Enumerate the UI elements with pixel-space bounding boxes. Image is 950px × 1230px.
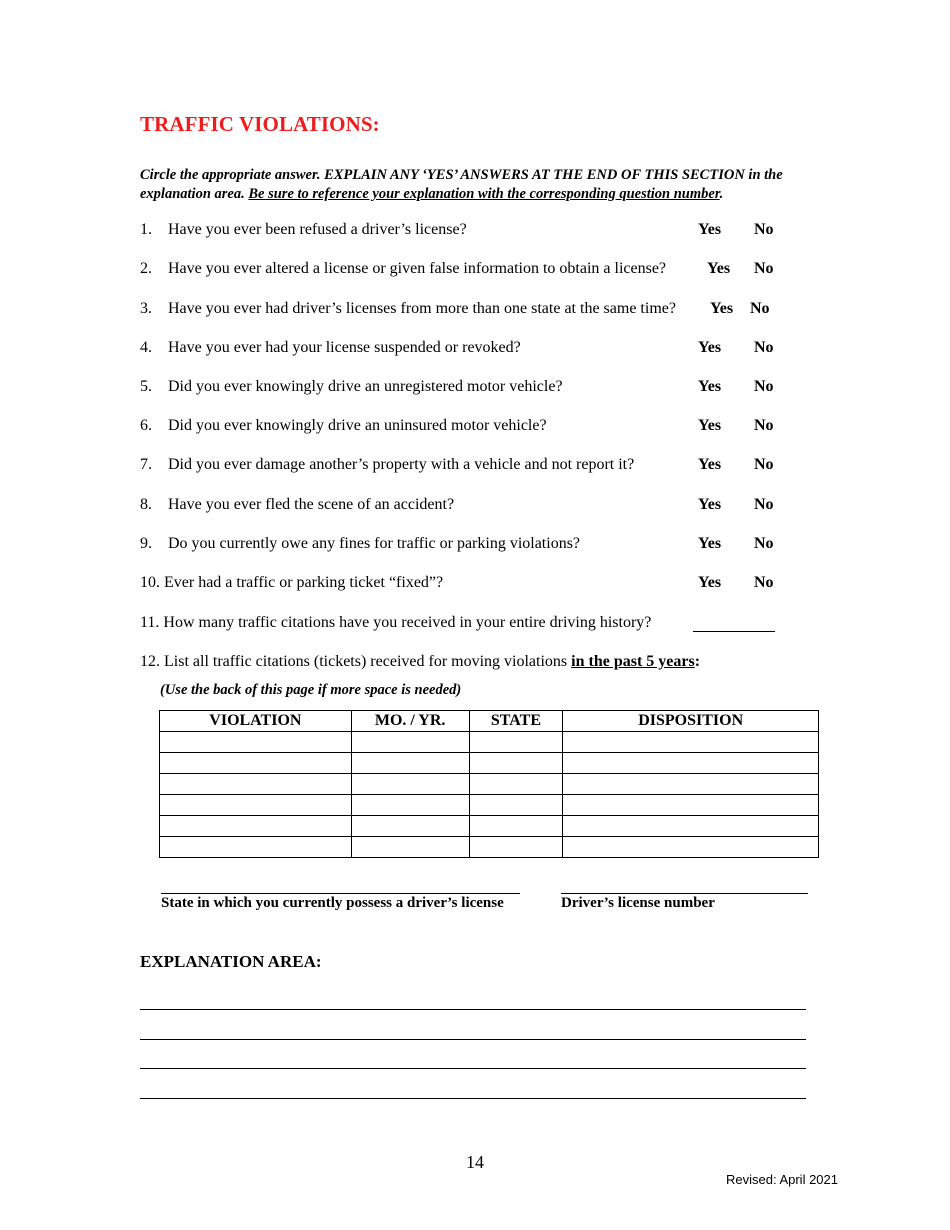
no-option[interactable]: No bbox=[754, 260, 774, 277]
disposition-cell[interactable] bbox=[563, 837, 819, 858]
disposition-cell[interactable] bbox=[563, 816, 819, 837]
instructions-text: Circle the appropriate answer. EXPLAIN ANY ‘YES’ ANSWERS AT THE END OF THIS SECTION in the explanation area. bbox=[140, 167, 783, 202]
table-row bbox=[160, 816, 819, 837]
question-text: Did you ever knowingly drive an uninsured motor vehicle? bbox=[168, 417, 547, 434]
instructions-end: . bbox=[719, 186, 724, 202]
explanation-line[interactable] bbox=[140, 1098, 806, 1099]
question-text: Did you ever damage another’s property with a vehicle and not report it? bbox=[168, 456, 635, 473]
question-4 bbox=[140, 337, 820, 359]
question-10 bbox=[140, 572, 820, 594]
no-option[interactable]: No bbox=[754, 417, 774, 434]
violation-cell[interactable] bbox=[160, 795, 352, 816]
yes-option[interactable]: Yes bbox=[698, 378, 722, 395]
disposition-header: DISPOSITION bbox=[563, 711, 819, 732]
section-title: TRAFFIC VIOLATIONS: bbox=[140, 112, 380, 136]
state-cell[interactable] bbox=[469, 816, 563, 837]
disposition-cell[interactable] bbox=[563, 753, 819, 774]
no-option[interactable]: No bbox=[754, 221, 774, 238]
question-number: 5. bbox=[140, 378, 152, 395]
question-5 bbox=[140, 376, 820, 398]
explanation-line[interactable] bbox=[140, 1039, 806, 1040]
violation-header: VIOLATION bbox=[160, 711, 352, 732]
question-text: Do you currently owe any fines for traffic or parking violations? bbox=[168, 535, 581, 552]
question-text: Have you ever fled the scene of an accident? bbox=[168, 496, 455, 513]
question-text: Have you ever been refused a driver’s license? bbox=[168, 221, 467, 238]
question-text: Have you ever had driver’s licenses from more than one state at the same time? bbox=[168, 300, 676, 317]
yes-option[interactable]: Yes bbox=[698, 496, 722, 513]
state-cell[interactable] bbox=[469, 795, 563, 816]
no-option[interactable]: No bbox=[754, 496, 774, 513]
instructions bbox=[140, 166, 820, 204]
no-option[interactable]: No bbox=[750, 300, 770, 317]
citation-count-field[interactable] bbox=[693, 616, 775, 632]
yes-option[interactable]: Yes bbox=[698, 221, 722, 238]
question-3 bbox=[140, 298, 820, 320]
revision-date: Revised: April 2021 bbox=[725, 1172, 838, 1187]
yes-option[interactable]: Yes bbox=[698, 574, 722, 591]
month-year-cell[interactable] bbox=[351, 816, 469, 837]
yes-option[interactable]: Yes bbox=[698, 535, 722, 552]
question-6 bbox=[140, 415, 820, 437]
explanation-line[interactable] bbox=[140, 1068, 806, 1069]
question-2 bbox=[140, 258, 820, 280]
question-7 bbox=[140, 454, 820, 476]
violation-cell[interactable] bbox=[160, 837, 352, 858]
disposition-cell[interactable] bbox=[563, 774, 819, 795]
question-number: 9. bbox=[140, 535, 152, 552]
explanation-title: EXPLANATION AREA: bbox=[140, 952, 322, 971]
state-cell[interactable] bbox=[469, 837, 563, 858]
space-note: (Use the back of this page if more space is needed) bbox=[160, 682, 462, 698]
disposition-cell[interactable] bbox=[563, 732, 819, 753]
month-year-cell[interactable] bbox=[351, 753, 469, 774]
question-number: 2. bbox=[140, 260, 152, 277]
state-header: STATE bbox=[469, 711, 563, 732]
question-number: 8. bbox=[140, 496, 152, 513]
question-text: Have you ever had your license suspended or revoked? bbox=[168, 339, 521, 356]
question-8 bbox=[140, 494, 820, 516]
table-row bbox=[160, 732, 819, 753]
page-number: 14 bbox=[466, 1152, 484, 1172]
citations-table bbox=[159, 710, 819, 858]
license-state-field[interactable] bbox=[161, 893, 520, 894]
no-option[interactable]: No bbox=[754, 339, 774, 356]
table-row bbox=[160, 795, 819, 816]
state-cell[interactable] bbox=[469, 753, 563, 774]
yes-option[interactable]: Yes bbox=[710, 300, 734, 317]
no-option[interactable]: No bbox=[754, 535, 774, 552]
month-year-cell[interactable] bbox=[351, 837, 469, 858]
yes-option[interactable]: Yes bbox=[698, 339, 722, 356]
question-number: 1. bbox=[140, 221, 152, 238]
license-state-label: State in which you currently possess a driver’s license bbox=[161, 895, 504, 911]
question-number: 7. bbox=[140, 456, 152, 473]
no-option[interactable]: No bbox=[754, 574, 774, 591]
question-9 bbox=[140, 533, 820, 555]
yes-option[interactable]: Yes bbox=[698, 417, 722, 434]
yes-option[interactable]: Yes bbox=[707, 260, 731, 277]
violation-cell[interactable] bbox=[160, 816, 352, 837]
question-number: 4. bbox=[140, 339, 152, 356]
question-text: 10. Ever had a traffic or parking ticket “fixed”? bbox=[140, 574, 444, 591]
month-year-cell[interactable] bbox=[351, 732, 469, 753]
no-option[interactable]: No bbox=[754, 378, 774, 395]
violation-cell[interactable] bbox=[160, 753, 352, 774]
question-emphasis: in the past 5 years bbox=[571, 653, 695, 670]
question-text: Have you ever altered a license or given false information to obtain a license? bbox=[168, 260, 667, 277]
question-1 bbox=[140, 219, 820, 241]
disposition-cell[interactable] bbox=[563, 795, 819, 816]
question-12 bbox=[140, 651, 700, 673]
instructions-underlined: Be sure to reference your explanation with the corresponding question number bbox=[248, 186, 720, 202]
question-number: 3. bbox=[140, 300, 152, 317]
question-text: 11. How many traffic citations have you received in your entire driving history? bbox=[140, 614, 652, 631]
question-end: : bbox=[694, 653, 701, 670]
license-number-label: Driver’s license number bbox=[561, 895, 715, 911]
violation-cell[interactable] bbox=[160, 732, 352, 753]
violation-cell[interactable] bbox=[160, 774, 352, 795]
month-year-cell[interactable] bbox=[351, 795, 469, 816]
question-text: 12. List all traffic citations (tickets) received for moving violations bbox=[140, 653, 572, 670]
yes-option[interactable]: Yes bbox=[698, 456, 722, 473]
license-number-field[interactable] bbox=[561, 893, 808, 894]
table-header-row bbox=[160, 711, 819, 732]
question-number: 6. bbox=[140, 417, 152, 434]
question-text: Did you ever knowingly drive an unregistered motor vehicle? bbox=[168, 378, 563, 395]
table-row bbox=[160, 753, 819, 774]
state-cell[interactable] bbox=[469, 774, 563, 795]
month-year-header: MO. / YR. bbox=[351, 711, 469, 732]
month-year-cell[interactable] bbox=[351, 774, 469, 795]
state-cell[interactable] bbox=[469, 732, 563, 753]
explanation-line[interactable] bbox=[140, 1009, 806, 1010]
table-row bbox=[160, 774, 819, 795]
table-row bbox=[160, 837, 819, 858]
no-option[interactable]: No bbox=[754, 456, 774, 473]
